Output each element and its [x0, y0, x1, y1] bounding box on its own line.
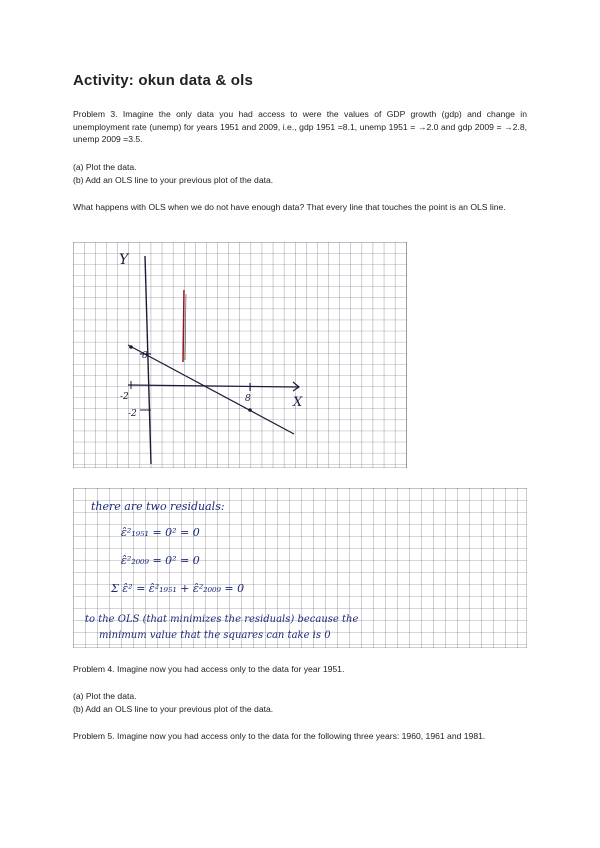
page-title: Activity: okun data & ols — [73, 72, 254, 89]
problem-3-part-a: (a) Plot the data. — [73, 162, 137, 172]
problem-3-question: What happens with OLS when we do not have enough data? That every line that touches the point is an OLS line. — [73, 202, 506, 212]
red-pencil-mark — [183, 290, 184, 362]
problem-4-part-b: (b) Add an OLS line to your previous plot of the data. — [73, 703, 274, 714]
problem-3-text: Problem 3. Imagine the only data you had access to were the values of GDP growth (gdp) and change in unemployment rate (unemp) for years 1951 and 2009, i.e., gdp 1951 =8.1, unemp 1951 = →2.0 and gdp 2009 = →2.8, unemp 2009 =3.5. — [73, 109, 527, 145]
tick-y-pos: 8 — [142, 351, 148, 361]
handwritten-notes — [73, 488, 527, 648]
notes-line-6: minimum value that the squares can take is 0 — [99, 630, 331, 641]
tick-x-neg: -2 — [120, 392, 129, 402]
data-point-1951 — [129, 345, 133, 349]
x-axis-label: X — [293, 395, 303, 410]
notes-line-5: to the OLS (that minimizes the residuals) because the — [85, 614, 359, 625]
notes-line-2: ε̂²₁₉₅₁ = 0² = 0 — [121, 526, 200, 539]
tick-y-neg: -2 — [128, 409, 137, 419]
problem-3-part-b: (b) Add an OLS line to your previous plot of the data. — [73, 174, 274, 185]
grid-paper — [73, 242, 407, 468]
problem-5-text: Problem 5. Imagine now you had access only to the data for the following three years: 1960, 1961 and 1981. — [73, 731, 486, 741]
y-axis-label: Y — [119, 252, 129, 268]
notes-line-3: ε̂²₂₀₀₉ = 0² = 0 — [121, 554, 200, 567]
notes-line-4: Σ ε̂² = ε̂²₁₉₅₁ + ε̂²₂₀₀₉ = 0 — [111, 582, 245, 595]
handwritten-plot — [73, 242, 407, 468]
problem-4-parts — [73, 690, 527, 715]
problem-4-text: Problem 4. Imagine now you had access only to the data for year 1951. — [73, 664, 345, 674]
tick-x-pos: 8 — [245, 394, 251, 404]
problem-4-part-a: (a) Plot the data. — [73, 691, 137, 701]
data-point-2009 — [248, 408, 252, 412]
problem-3-parts — [73, 161, 527, 186]
notes-line-1: there are two residuals: — [91, 500, 225, 513]
